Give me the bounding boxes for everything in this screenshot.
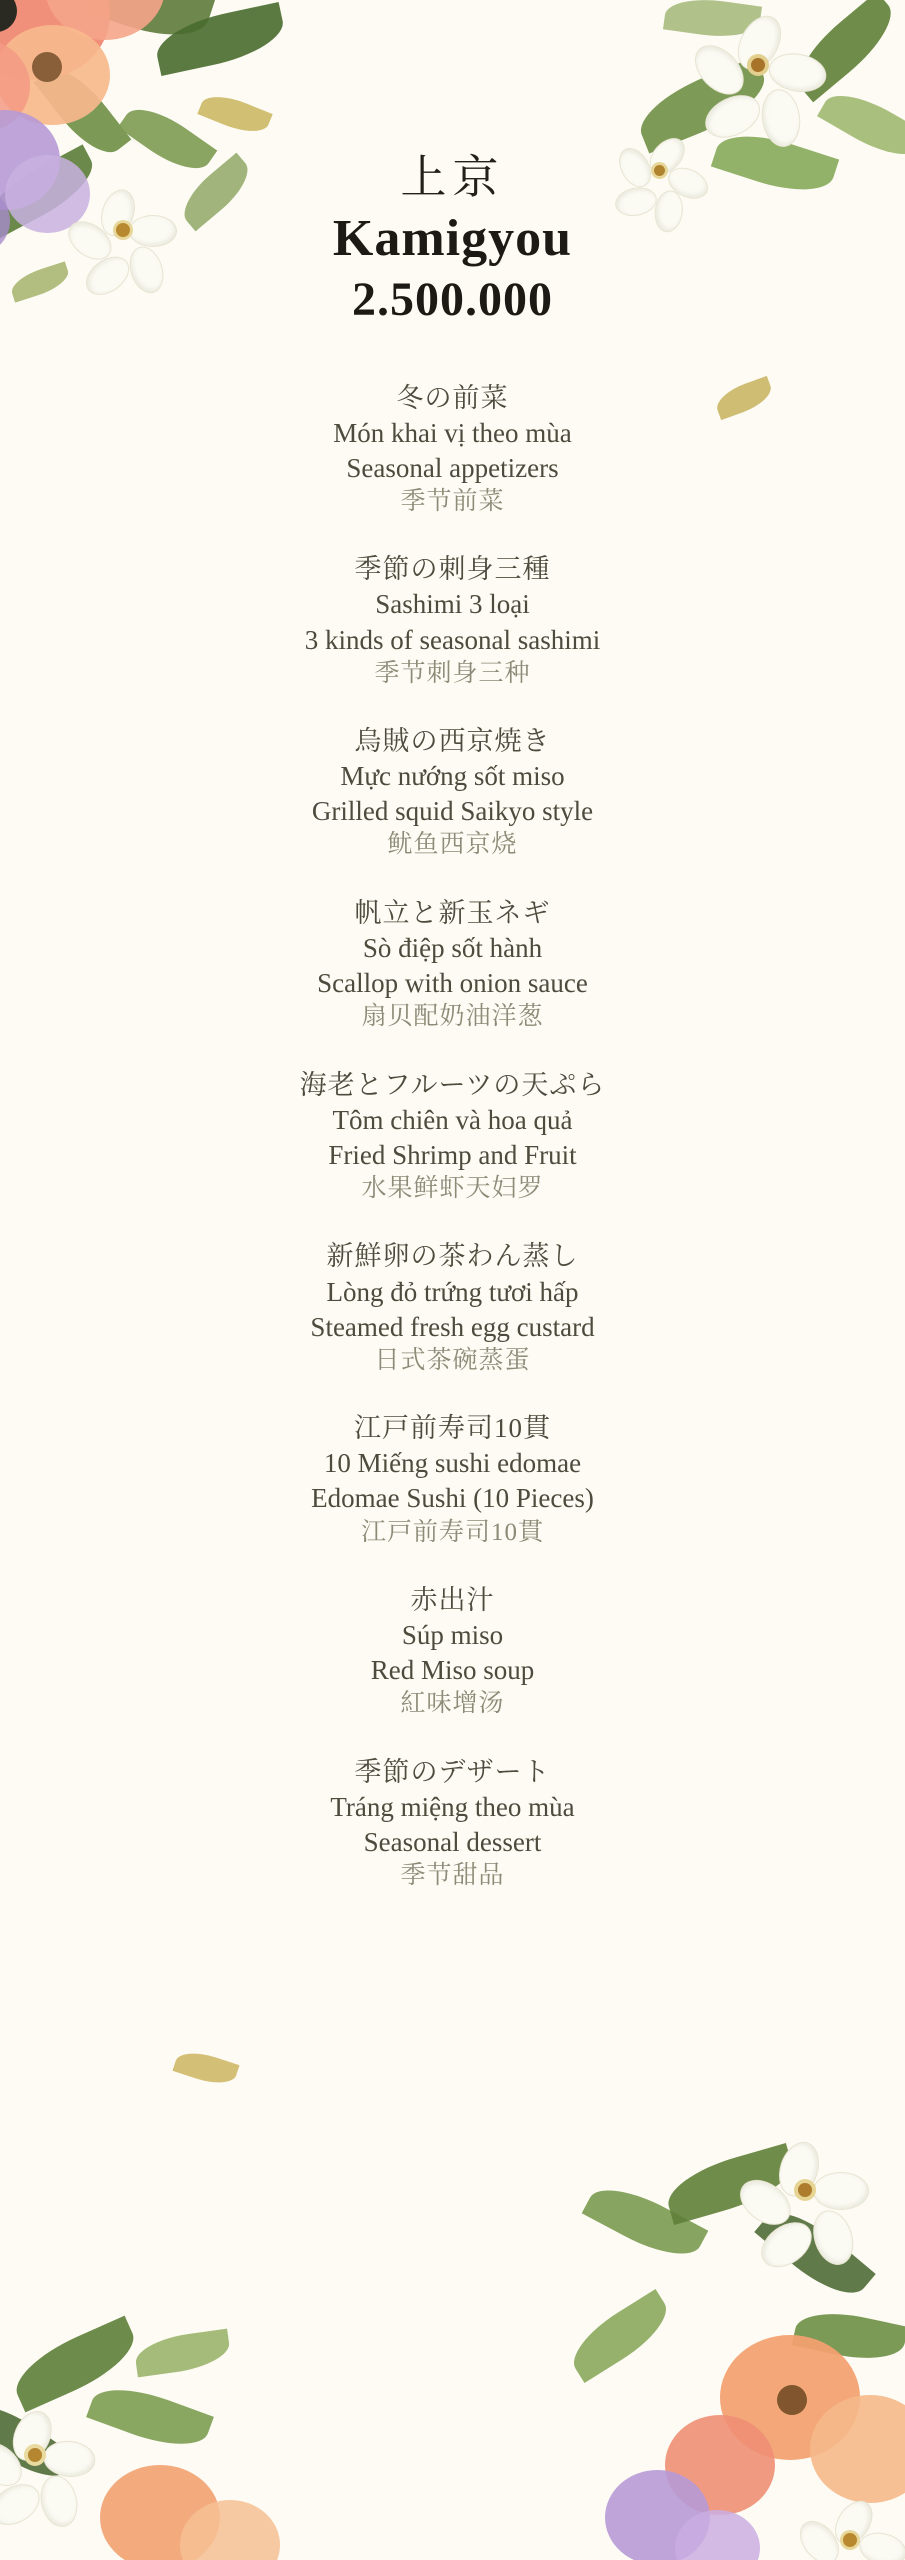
floral-decoration-bottom-right — [545, 2140, 905, 2560]
item-name-jp: 季節の刺身三種 — [354, 554, 551, 585]
white-flower-icon — [0, 2395, 95, 2515]
item-name-en: Edomae Sushi (10 Pieces) — [311, 1483, 594, 1514]
item-name-en: Seasonal dessert — [363, 1827, 542, 1858]
item-name-jp: 冬の前菜 — [396, 382, 509, 413]
item-name-jp: 帆立と新玉ネギ — [354, 897, 551, 928]
item-name-jp: 烏賊の西京焼き — [354, 726, 551, 757]
item-name-vi: Lòng đỏ trứng tươi hấp — [326, 1276, 579, 1307]
item-name-en: Red Miso soup — [370, 1655, 535, 1686]
item-name-en: Fried Shrimp and Fruit — [328, 1139, 577, 1170]
floral-decoration-bottom-left — [0, 2300, 280, 2560]
flower-center-icon — [777, 2385, 807, 2415]
item-name-cn: 季节甜品 — [400, 1862, 505, 1890]
item-name-cn: 紅味增汤 — [400, 1690, 505, 1718]
leaf-icon — [0, 2391, 77, 2491]
item-name-cn: 鱿鱼西京烧 — [387, 831, 518, 859]
white-flower-icon — [740, 2125, 870, 2255]
list-item — [0, 1755, 905, 1893]
item-name-jp: 海老とフルーツの天ぷら — [299, 1069, 606, 1100]
item-name-en: Steamed fresh egg custard — [310, 1311, 595, 1342]
leaf-icon — [562, 2289, 678, 2383]
list-item — [0, 724, 905, 862]
item-name-jp: 新鮮卵の茶わん蒸し — [326, 1241, 579, 1272]
item-name-cn: 季节前菜 — [400, 487, 505, 515]
leaf-icon — [86, 2376, 214, 2458]
list-item — [0, 1583, 905, 1721]
item-name-vi: 10 Miếng sushi edomae — [323, 1448, 582, 1479]
flower-icon — [180, 2500, 280, 2560]
item-name-jp: 赤出汁 — [410, 1585, 495, 1616]
item-name-jp: 江戸前寿司10貫 — [354, 1413, 551, 1444]
leaf-icon — [6, 2316, 144, 2413]
item-name-cn: 日式茶碗蒸蛋 — [374, 1346, 531, 1374]
menu-price: 2.500.000 — [352, 272, 553, 326]
leaf-icon — [792, 2304, 905, 2368]
item-name-cn: 水果鲜虾天妇罗 — [361, 1174, 544, 1202]
item-name-cn: 扇贝配奶油洋葱 — [361, 1003, 544, 1031]
item-name-en: Seasonal appetizers — [346, 452, 559, 483]
item-name-en: Scallop with onion sauce — [317, 968, 588, 999]
leaf-icon — [582, 2174, 709, 2269]
list-item — [0, 1068, 905, 1206]
item-name-vi: Mực nướng sốt miso — [340, 761, 565, 792]
flower-icon — [720, 2335, 860, 2460]
list-item — [0, 552, 905, 690]
item-name-jp: 季節のデザート — [354, 1756, 551, 1787]
leaf-icon — [173, 2046, 240, 2090]
list-item — [0, 1411, 905, 1549]
page-title: Kamigyou — [332, 210, 573, 268]
list-item — [0, 381, 905, 519]
flower-icon — [675, 2510, 760, 2560]
item-name-cn: 江戸前寿司10貫 — [360, 1518, 544, 1546]
item-name-vi: Tráng miệng theo mùa — [330, 1791, 575, 1822]
item-name-vi: Sashimi 3 loại — [375, 589, 530, 620]
leaf-icon — [754, 2197, 875, 2309]
list-item — [0, 1239, 905, 1377]
item-name-vi: Tôm chiên và hoa quả — [332, 1104, 573, 1135]
item-name-vi: Sò điệp sốt hành — [362, 933, 543, 964]
flower-icon — [810, 2395, 905, 2503]
menu-list — [0, 381, 905, 1893]
flower-icon — [665, 2415, 775, 2515]
item-name-vi: Súp miso — [401, 1620, 504, 1651]
item-name-en: 3 kinds of seasonal sashimi — [304, 624, 601, 655]
item-name-cn: 季节刺身三种 — [374, 659, 531, 687]
leaf-icon — [661, 2143, 799, 2225]
leaf-icon — [133, 2329, 232, 2378]
item-name-vi: Món khai vị theo mùa — [333, 417, 572, 448]
flower-icon — [100, 2465, 220, 2560]
list-item — [0, 896, 905, 1034]
white-flower-icon — [795, 2485, 905, 2560]
item-name-en: Grilled squid Saikyo style — [311, 796, 594, 827]
flower-icon — [605, 2470, 710, 2560]
page-title-jp: 上京 — [400, 152, 505, 203]
